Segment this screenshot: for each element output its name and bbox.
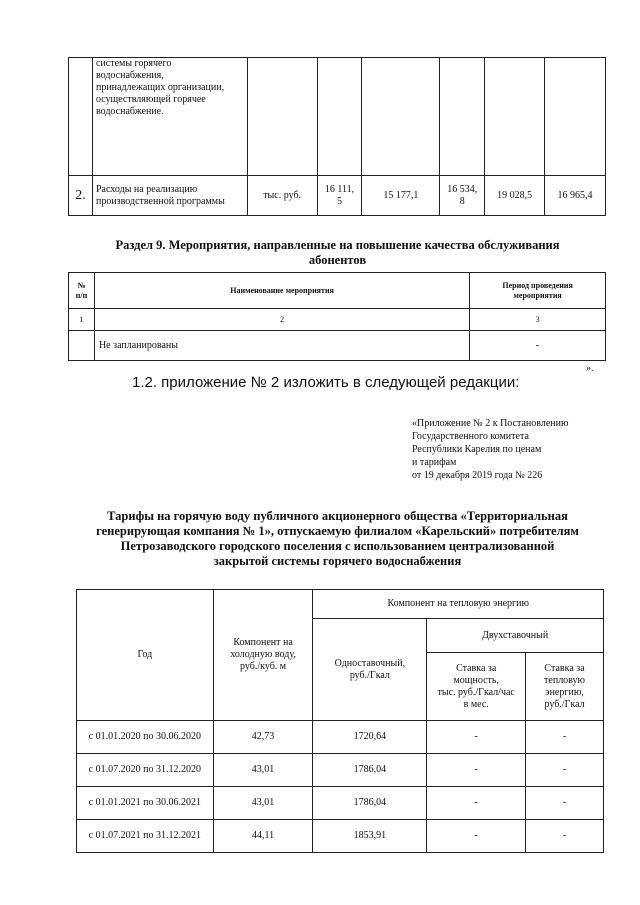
header-energy-rate [526, 653, 604, 721]
text-line: п/п [75, 290, 88, 300]
index-cell: 3 [470, 309, 606, 331]
text-line: водоснабжение. [95, 106, 164, 117]
header-period [470, 273, 606, 309]
table-header-row [77, 590, 604, 619]
cold-cell: 42,73 [213, 721, 313, 754]
text-line: осуществляющей горячее [95, 94, 206, 105]
period-cell: с 01.07.2020 по 31.12.2020 [77, 754, 214, 787]
cold-cell: 43,01 [213, 787, 313, 820]
text-line: мощность, [453, 674, 499, 686]
text-line: руб./Гкал [349, 669, 390, 681]
text-line: в мес. [463, 698, 489, 710]
table-cell [317, 58, 362, 176]
header-power-rate [427, 653, 526, 721]
index-cell: 2 [94, 309, 469, 331]
header-two-rate: Двухставочный [427, 619, 604, 653]
text-line: «Приложение № 2 к Постановлению [412, 418, 569, 429]
power-rate-cell: - [427, 754, 526, 787]
text-line: Государственного комитета [412, 431, 529, 442]
period-cell: с 01.01.2021 по 30.06.2021 [77, 787, 214, 820]
table-cell [92, 58, 247, 176]
single-rate-cell: 1786,04 [313, 754, 427, 787]
table-row [69, 58, 606, 176]
table-row [77, 721, 604, 754]
value-cell: 16 965,4 [545, 176, 606, 216]
table-row [77, 787, 604, 820]
table-cell [545, 58, 606, 176]
measure-name: Не запланированы [94, 331, 469, 361]
cold-cell: 44,11 [213, 820, 313, 853]
text-line: 16 111, [324, 183, 355, 195]
expenses-table [68, 57, 606, 216]
row-number: 2. [69, 176, 93, 216]
tariff-title [70, 509, 605, 569]
heading-line: абонентов [308, 253, 367, 267]
header-name: Наименование мероприятия [94, 273, 469, 309]
row-description [92, 176, 247, 216]
table-cell [247, 58, 317, 176]
text-line: Республики Карелия по ценам [412, 444, 542, 455]
text-line: тепловую [544, 674, 586, 686]
text-line: Расходы на реализацию [95, 183, 198, 195]
cold-cell: 43,01 [213, 754, 313, 787]
energy-rate-cell: - [526, 754, 604, 787]
header-single-rate [313, 619, 427, 721]
period-cell: с 01.01.2020 по 30.06.2020 [77, 721, 214, 754]
table-row [77, 820, 604, 853]
heading-line: Раздел 9. Мероприятия, направленные на повышение качества обслуживания [115, 238, 560, 252]
unit-cell: тыс. руб. [247, 176, 317, 216]
table-cell [69, 331, 95, 361]
single-rate-cell: 1720,64 [313, 721, 427, 754]
energy-rate-cell: - [526, 787, 604, 820]
heading-line: закрытой системы горячего водоснабжения [213, 554, 462, 568]
text-line: 8 [459, 195, 465, 207]
appendix-reference [412, 417, 568, 482]
text-line: энергию, [545, 686, 584, 698]
text-line: и тарифам [412, 457, 457, 468]
header-heat: Компонент на тепловую энергию [313, 590, 604, 619]
value-cell [317, 176, 362, 216]
value-cell [440, 176, 485, 216]
power-rate-cell: - [427, 820, 526, 853]
header-year: Год [77, 590, 214, 721]
text-line: принадлежащих организации, [95, 82, 225, 93]
table-cell [485, 58, 545, 176]
table-row [69, 176, 606, 216]
text-line: холодную воду, [230, 649, 296, 660]
text-line: системы горячего [95, 58, 172, 69]
text-line: Компонент на [233, 637, 293, 648]
text-line: производственной программы [95, 195, 225, 207]
table-row [69, 331, 606, 361]
text-line: тыс. руб./Гкал/час [437, 686, 515, 698]
heading-line: генерирующая компания № 1», отпускаемую филиалом «Карельский» потребителям [96, 524, 579, 538]
table-cell [440, 58, 485, 176]
single-rate-cell: 1786,04 [313, 787, 427, 820]
closing-quote: ». [586, 363, 594, 374]
text-line: Ставка за [544, 662, 585, 674]
text-line: руб./куб. м [240, 661, 287, 672]
energy-rate-cell: - [526, 721, 604, 754]
section-heading [70, 238, 605, 268]
value-cell: 15 177,1 [362, 176, 440, 216]
value-cell: 19 028,5 [485, 176, 545, 216]
text-line: руб./Гкал [544, 698, 585, 710]
text-line: 16 534, [447, 183, 478, 195]
text-line: № [77, 280, 86, 290]
row-description [96, 58, 244, 118]
measures-table [68, 272, 606, 361]
heading-line: Петрозаводского городского поселения с использованием централизованной [120, 539, 555, 553]
index-cell: 1 [69, 309, 95, 331]
header-cold [213, 590, 313, 721]
table-header-row [69, 273, 606, 309]
table-cell [69, 58, 93, 176]
table-row [77, 754, 604, 787]
text-line: 5 [336, 195, 342, 207]
text-line: Ставка за [456, 662, 497, 674]
clause-text: 1.2. приложение № 2 изложить в следующей редакции: [132, 374, 520, 391]
table-cell [362, 58, 440, 176]
heading-line: Тарифы на горячую воду публичного акционерного общества «Территориальная [107, 509, 568, 523]
tariff-table [76, 589, 604, 853]
energy-rate-cell: - [526, 820, 604, 853]
measure-period: - [470, 331, 606, 361]
text-line: водоснабжения, [95, 70, 164, 81]
text-line: Период проведения [502, 280, 573, 290]
power-rate-cell: - [427, 787, 526, 820]
period-cell: с 01.07.2021 по 31.12.2021 [77, 820, 214, 853]
single-rate-cell: 1853,91 [313, 820, 427, 853]
text-line: мероприятия [513, 290, 562, 300]
text-line: Одноставочный, [334, 657, 406, 669]
power-rate-cell: - [427, 721, 526, 754]
header-number [69, 273, 95, 309]
index-row [69, 309, 606, 331]
text-line: от 19 декабря 2019 года № 226 [412, 470, 543, 481]
